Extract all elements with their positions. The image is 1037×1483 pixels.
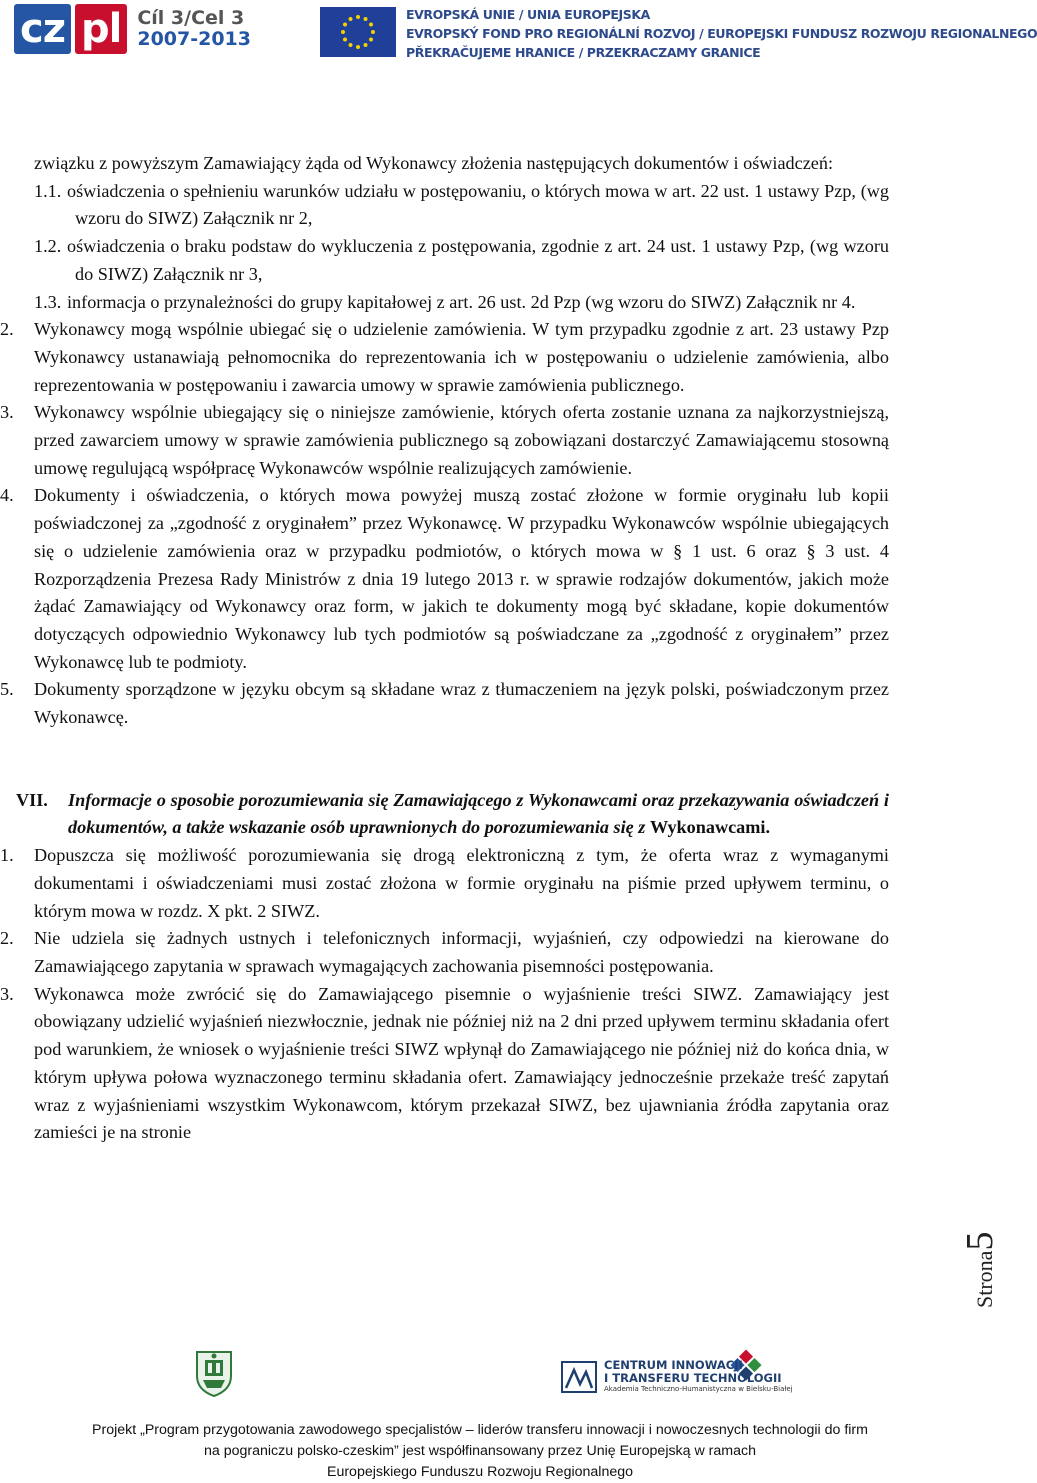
page-number-rotated: [959, 1231, 1003, 1308]
document-body: [0, 150, 889, 1147]
list-number: 5.: [0, 679, 14, 700]
cil-years: 2007-2013: [137, 28, 251, 50]
footer-line-3: Europejskiego Funduszu Rozwoju Regionalnego: [326, 1464, 633, 1480]
page-number-label: [926, 1218, 1001, 1308]
section-title: Informacje o sposobie porozumiewania się Zamawiającego z Wykonawcami oraz przekazywania oświadczeń i dokumentów, a także wskazanie osób uprawnionych do porozumiewania się z: [68, 789, 889, 838]
footer-logos: [0, 1340, 960, 1410]
eu-star-icon: [343, 38, 347, 42]
footer-line-1: Projekt „Program przygotowania zawodowego specjalistów – liderów transferu innowacji i nowoczesnych technologii do firm: [92, 1422, 868, 1438]
eu-star-icon: [341, 30, 345, 34]
eu-text-line-3: PŘEKRAČUJEME HRANICE / PRZEKRACZAMY GRANICE: [406, 45, 761, 60]
ci-line-3: Akademia Techniczno-Humanistyczna w Bielsku-Białej: [604, 1385, 793, 1393]
intro-paragraph: związku z powyższym Zamawiający żąda od Wykonawcy złożenia następujących dokumentów i oświadczeń:: [34, 153, 834, 173]
list-item: [0, 316, 889, 399]
eu-star-icon: [343, 23, 347, 27]
eu-star-icon: [356, 15, 360, 19]
list-item: [34, 178, 889, 233]
list-text: Dopuszcza się możliwość porozumiewania się drogą elektroniczną z tym, że oferta wraz z wymaganymi dokumentami i oświadczeniami musi zostać złożona w formie oryginału na piśmie przed upływem terminu, o którym mowa w rozdz. X pkt. 2 SIWZ.: [34, 845, 889, 921]
list-number: 2.: [0, 928, 14, 949]
list-number: 3.: [0, 402, 14, 423]
university-crest-icon: [193, 1348, 235, 1398]
eu-star-icon: [369, 23, 373, 27]
list-number: 4.: [0, 485, 14, 506]
czpl-logo: [14, 4, 251, 54]
eu-text-line-1: EVROPSKÁ UNIE / UNIA EUROPEJSKA: [406, 7, 650, 22]
ci-line-1: CENTRUM INNOWACJI: [604, 1358, 743, 1372]
section-spacer: [34, 732, 889, 787]
list-text: Wykonawca może zwrócić się do Zamawiającego pisemnie o wyjaśnienie treści SIWZ. Zamawiający jest obowiązany udzielić wyjaśnień niezwłocznie, jednak nie później niż na 2 dni przed upływem terminu składania ofert pod warunkiem, że wniosek o wyjaśnienie treści SIWZ wpłynął do Zamawiającego nie później niż do końca dnia, w którym upływa połowa wyznaczonego terminu składania ofert. Zamawiający jednocześnie przekaże treść zapytań wraz z wyjaśnieniami wszystkim Wykonawcom, którym przekazał SIWZ, bez ujawniania źródła zapytania oraz zamieści je na stronie: [34, 983, 889, 1143]
list-item: [0, 676, 889, 731]
eu-star-icon: [364, 17, 368, 21]
eu-star-icon: [364, 43, 368, 47]
list-text: informacja o przynależności do grupy kapitałowej z art. 26 ust. 2d Pzp (wg wzoru do SIWZ) Załącznik nr 4.: [67, 291, 856, 312]
list-text: Wykonawcy mogą wspólnie ubiegać się o udzielenie zamówienia. W tym przypadku zgodnie z art. 23 ustawy Pzp Wykonawcy ustanawiają pełnomocnika do reprezentowania ich w postępowaniu o udzielenie zamówienia, albo reprezentowania w postępowaniu i zawarcia umowy w sprawie zamówienia publicznego.: [34, 319, 889, 395]
footer-text: [0, 1420, 960, 1483]
list-text: oświadczenia o spełnieniu warunków udziału w postępowaniu, o których mowa w art. 22 ust. 1 ustawy Pzp, (wg wzoru do SIWZ) Załącznik nr 2,: [67, 180, 889, 229]
eu-star-icon: [349, 43, 353, 47]
list-item: [0, 399, 889, 482]
innovation-center-logo-text: [604, 1359, 793, 1394]
list-number: 3.: [0, 983, 14, 1004]
list-text: Wykonawcy wspólnie ubiegający się o niniejsze zamówienie, których oferta zostanie uznana za najkorzystniejszą, przed zawarciem umowy w sprawie zamówienia publicznego są zobowiązani dostarczyć Zamawiającemu stosowną umowę regulującą współpracę Wykonawców wspólnie realizujących zamówienie.: [34, 402, 889, 478]
czpl-logo-cz: cz: [14, 4, 71, 54]
czpl-logo-pl: pl: [75, 4, 127, 54]
list-item: [0, 482, 889, 676]
list-item: [0, 842, 889, 925]
eu-logo-text: [406, 5, 1037, 62]
list-number: 1.2.: [34, 236, 62, 257]
list-item: [0, 925, 889, 980]
eu-star-icon: [349, 17, 353, 21]
ci-line-2: I TRANSFERU TECHNOLOGII: [604, 1371, 782, 1385]
list-text: Dokumenty i oświadczenia, o których mowa powyżej muszą zostać złożone w formie oryginału lub kopii poświadczonej za „zgodność z oryginałem” przez Wykonawcę. W przypadku Wykonawców wspólnie ubiegających się o udzielenie zamówienia oraz w przypadku podmiotów, o których mowa w § 1 ust. 6 oraz § 3 ust. 4 Rozporządzenia Prezesa Rady Ministrów z dnia 19 lutego 2013 r. w sprawie rodzajów dokumentów, jakich może żądać Zamawiający od Wykonawcy oraz form, w jakich te dokumenty mogą być składane, kopie dokumentów dotyczących odpowiednio Wykonawcy lub tych podmiotów są poświadczane za „zgodność z oryginałem” przez Wykonawcę lub te podmioty.: [34, 485, 889, 672]
section-number: VII.: [16, 789, 48, 810]
list-text: Dokumenty sporządzone w języku obcym są składane wraz z tłumaczeniem na język polski, poświadczonym przez Wykonawcę.: [34, 679, 889, 728]
list-number: 2.: [0, 319, 14, 340]
list-text: oświadczenia o braku podstaw do wykluczenia z postępowania, zgodnie z art. 24 ust. 1 ustawy Pzp, (wg wzoru do SIWZ) Załącznik nr 3,: [67, 236, 889, 284]
eu-star-icon: [369, 38, 373, 42]
footer-line-2: na pograniczu polsko-czeskim” jest współfinansowany przez Unię Europejską w ramach: [204, 1443, 756, 1459]
page-number: 5: [959, 1231, 1001, 1251]
eu-star-icon: [356, 45, 360, 49]
cil-line: Cíl 3/Cel 3: [137, 7, 245, 29]
list-number: 1.1.: [34, 180, 62, 201]
list-number: 1.: [0, 845, 14, 866]
page-header: [0, 0, 1037, 70]
eu-text-line-2: EVROPSKÝ FOND PRO REGIONÁLNÍ ROZVOJ / EUROPEJSKI FUNDUSZ ROZWOJU REGIONALNEGO: [406, 26, 1037, 41]
list-item: [34, 233, 889, 288]
section-heading: [16, 787, 889, 842]
eu-flag-icon: [320, 7, 396, 57]
eu-star-icon: [371, 30, 375, 34]
cil-logo-text: [137, 8, 251, 50]
list-item: [34, 289, 889, 317]
section-title-end: Wykonawcami.: [649, 817, 771, 838]
page-word: Strona: [972, 1250, 997, 1308]
list-item: [0, 981, 889, 1147]
list-number: 1.3.: [34, 291, 62, 312]
list-text: Nie udziela się żadnych ustnych i telefonicznych informacji, wyjaśnień, czy odpowiedzi na kierowane do Zamawiającego zapytania w sprawach wymagających zachowania pisemności postępowania.: [34, 928, 889, 976]
